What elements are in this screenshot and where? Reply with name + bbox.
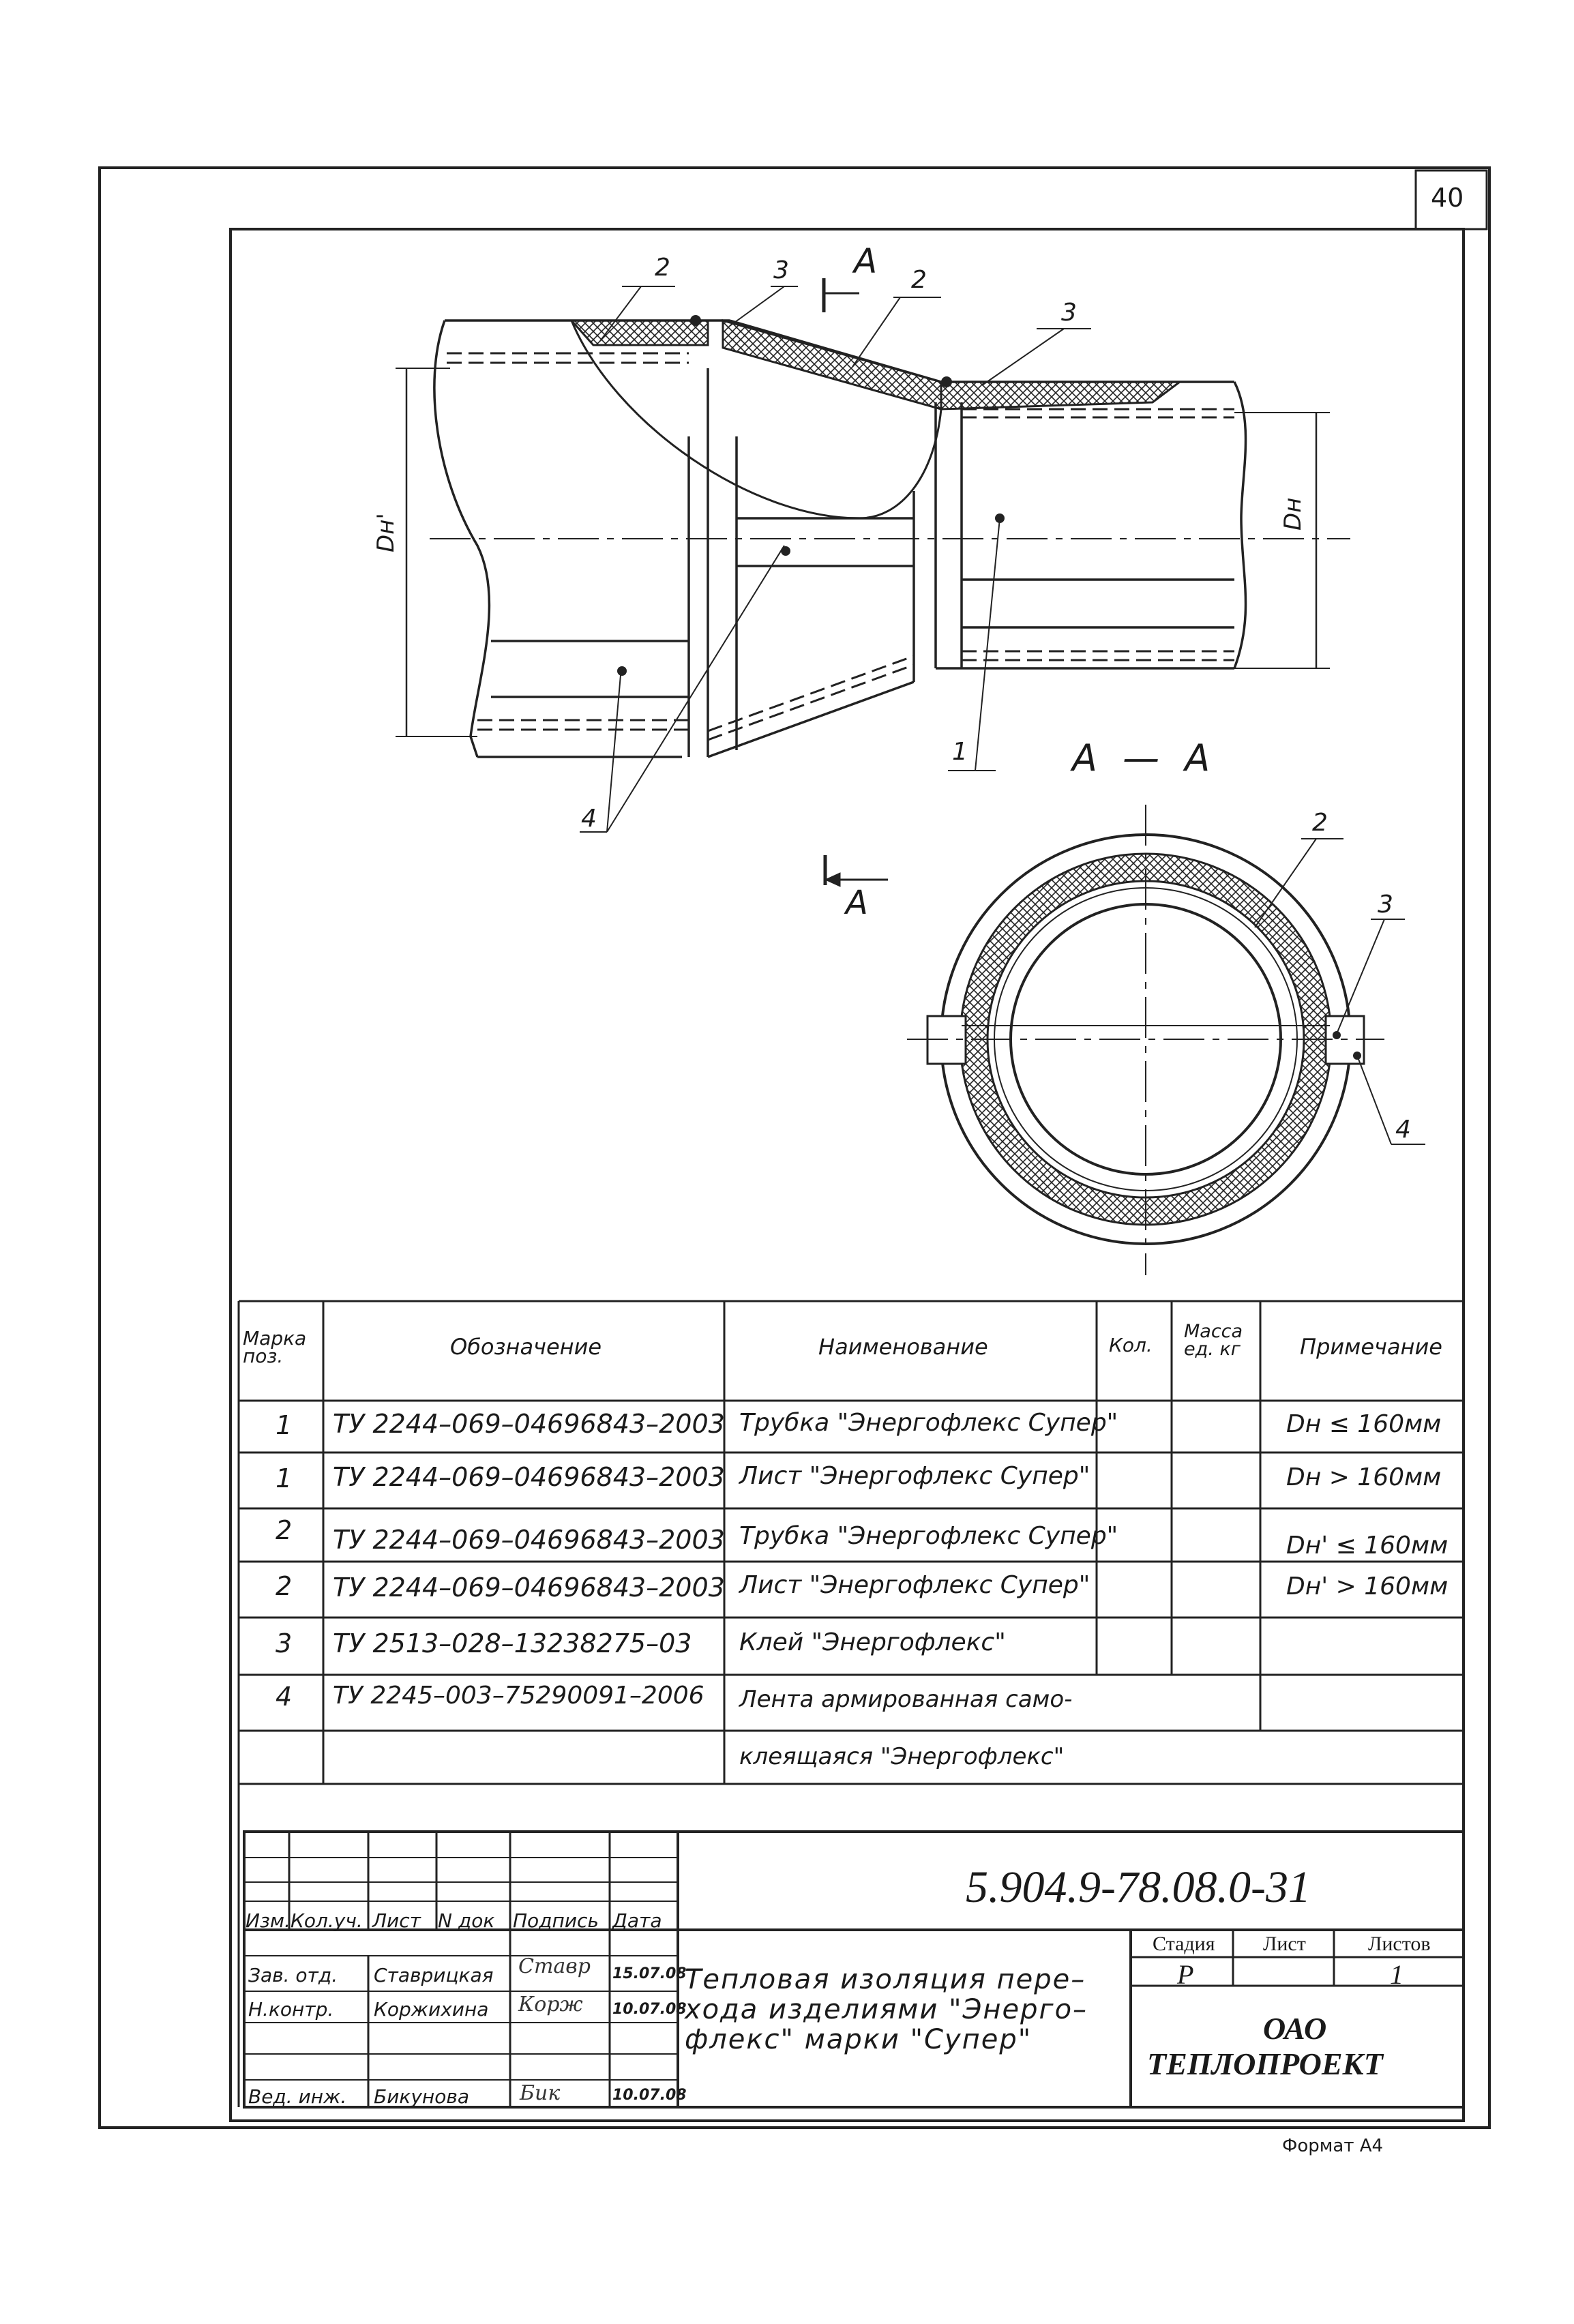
row-name: Трубка "Энергофлекс Супер" xyxy=(739,1409,1118,1437)
leader-dot xyxy=(781,546,790,556)
inner-frame xyxy=(231,229,1464,2121)
section-a-a xyxy=(825,805,1425,1275)
section-title: А — А xyxy=(1072,736,1217,779)
col-list: Лист xyxy=(372,1909,421,1932)
stage-value: Р xyxy=(1177,1959,1194,1990)
row-note: Dн > 160мм xyxy=(1286,1463,1442,1491)
document-code: 5.904.9-78.08.0-31 xyxy=(966,1862,1311,1912)
title-line-1: Тепловая изоляция пере– xyxy=(685,1964,1086,1995)
row-designation: ТУ 2513–028–13238275–03 xyxy=(333,1628,692,1658)
row-note: Dн' > 160мм xyxy=(1286,1573,1449,1600)
title-line-3: флекс" марки "Супер" xyxy=(685,2024,1033,2055)
staff-signature: Ставр xyxy=(518,1954,591,1978)
leader-dot xyxy=(995,513,1005,523)
row-mark: 4 xyxy=(276,1682,293,1712)
leader-dot xyxy=(690,315,701,326)
title-line-2: хода изделиями "Энерго– xyxy=(685,1994,1088,2025)
sheet-label: Лист xyxy=(1263,1933,1306,1955)
header-mark: Марка поз. xyxy=(243,1327,307,1367)
leader-label-3b: 3 xyxy=(1061,299,1077,327)
sheets-value: 1 xyxy=(1390,1959,1404,1990)
row-mark: 2 xyxy=(276,1571,293,1601)
row-name: Лист "Энергофлекс Супер" xyxy=(739,1462,1090,1490)
leader-dot xyxy=(1333,1031,1341,1039)
org-line-2: ТЕПЛОПРОЕКТ xyxy=(1147,2046,1383,2081)
row-name: Лента армированная само- xyxy=(739,1686,1073,1713)
leader-label-2b: 2 xyxy=(911,266,927,294)
col-n-dok: N док xyxy=(438,1909,495,1932)
row-mark: 3 xyxy=(276,1628,293,1658)
col-podpis: Подпись xyxy=(513,1909,599,1932)
row-designation: ТУ 2245–003–75290091–2006 xyxy=(333,1682,704,1710)
stage-label: Стадия xyxy=(1153,1933,1215,1955)
staff-name: Коржихина xyxy=(374,1998,489,2021)
row-mark: 1 xyxy=(276,1463,293,1493)
leader-dot xyxy=(1353,1052,1361,1060)
leader-label-1: 1 xyxy=(952,738,968,766)
header-mass: Масса ед. кг xyxy=(1184,1321,1243,1360)
leader-label-2: 2 xyxy=(655,254,670,282)
sheets-label: Листов xyxy=(1368,1933,1431,1955)
row-mark: 2 xyxy=(276,1515,293,1545)
col-kol-uch: Кол.уч. xyxy=(291,1909,363,1932)
leader-label-3: 3 xyxy=(773,256,789,284)
row-note: Dн' ≤ 160мм xyxy=(1286,1532,1449,1560)
staff-name: Ставрицкая xyxy=(374,1964,494,1986)
row-name: Клей "Энергофлекс" xyxy=(739,1628,1006,1656)
dimension-inner: Dн xyxy=(1279,497,1307,531)
staff-role: Н.контр. xyxy=(248,1998,334,2021)
leader-label-4: 4 xyxy=(581,805,597,833)
row-designation: ТУ 2244–069–04696843–2003 xyxy=(333,1409,725,1439)
org-line-1: ОАО xyxy=(1263,2011,1327,2046)
row-designation: ТУ 2244–069–04696843–2003 xyxy=(333,1525,725,1555)
format-label: Формат А4 xyxy=(1282,2136,1384,2156)
staff-signature: Корж xyxy=(518,1993,583,2016)
dimension-outer: Dн' xyxy=(372,513,400,552)
staff-signature: Бик xyxy=(520,2081,561,2105)
row-name: клеящаяся "Энергофлекс" xyxy=(739,1743,1065,1770)
header-qty: Кол. xyxy=(1109,1334,1153,1356)
sheet-number: 40 xyxy=(1431,183,1464,213)
staff-name: Бикунова xyxy=(374,2085,469,2108)
section-leader-4: 4 xyxy=(1395,1116,1411,1144)
col-data: Дата xyxy=(612,1909,662,1932)
header-designation: Обозначение xyxy=(450,1334,602,1360)
row-name: Лист "Энергофлекс Супер" xyxy=(739,1571,1090,1599)
section-mark-top: А xyxy=(854,241,878,281)
staff-date: 15.07.08 xyxy=(612,1965,687,1982)
staff-date: 10.07.08 xyxy=(612,2001,687,2018)
row-name: Трубка "Энергофлекс Супер" xyxy=(739,1522,1118,1550)
row-designation: ТУ 2244–069–04696843–2003 xyxy=(333,1462,725,1492)
leader-dot xyxy=(617,666,627,676)
section-mark-left: А xyxy=(846,884,868,922)
col-izm: Изм. xyxy=(246,1909,291,1932)
row-note: Dн ≤ 160мм xyxy=(1286,1410,1442,1438)
section-leader-2: 2 xyxy=(1312,809,1328,837)
header-name: Наименование xyxy=(818,1334,988,1360)
staff-role: Вед. инж. xyxy=(248,2085,347,2108)
row-mark: 1 xyxy=(276,1410,293,1440)
staff-role: Зав. отд. xyxy=(248,1964,338,1986)
leader-dot xyxy=(941,376,952,387)
row-designation: ТУ 2244–069–04696843–2003 xyxy=(333,1573,725,1603)
section-leader-3: 3 xyxy=(1378,891,1393,919)
staff-date: 10.07.08 xyxy=(612,2087,687,2104)
header-note: Примечание xyxy=(1300,1334,1442,1360)
